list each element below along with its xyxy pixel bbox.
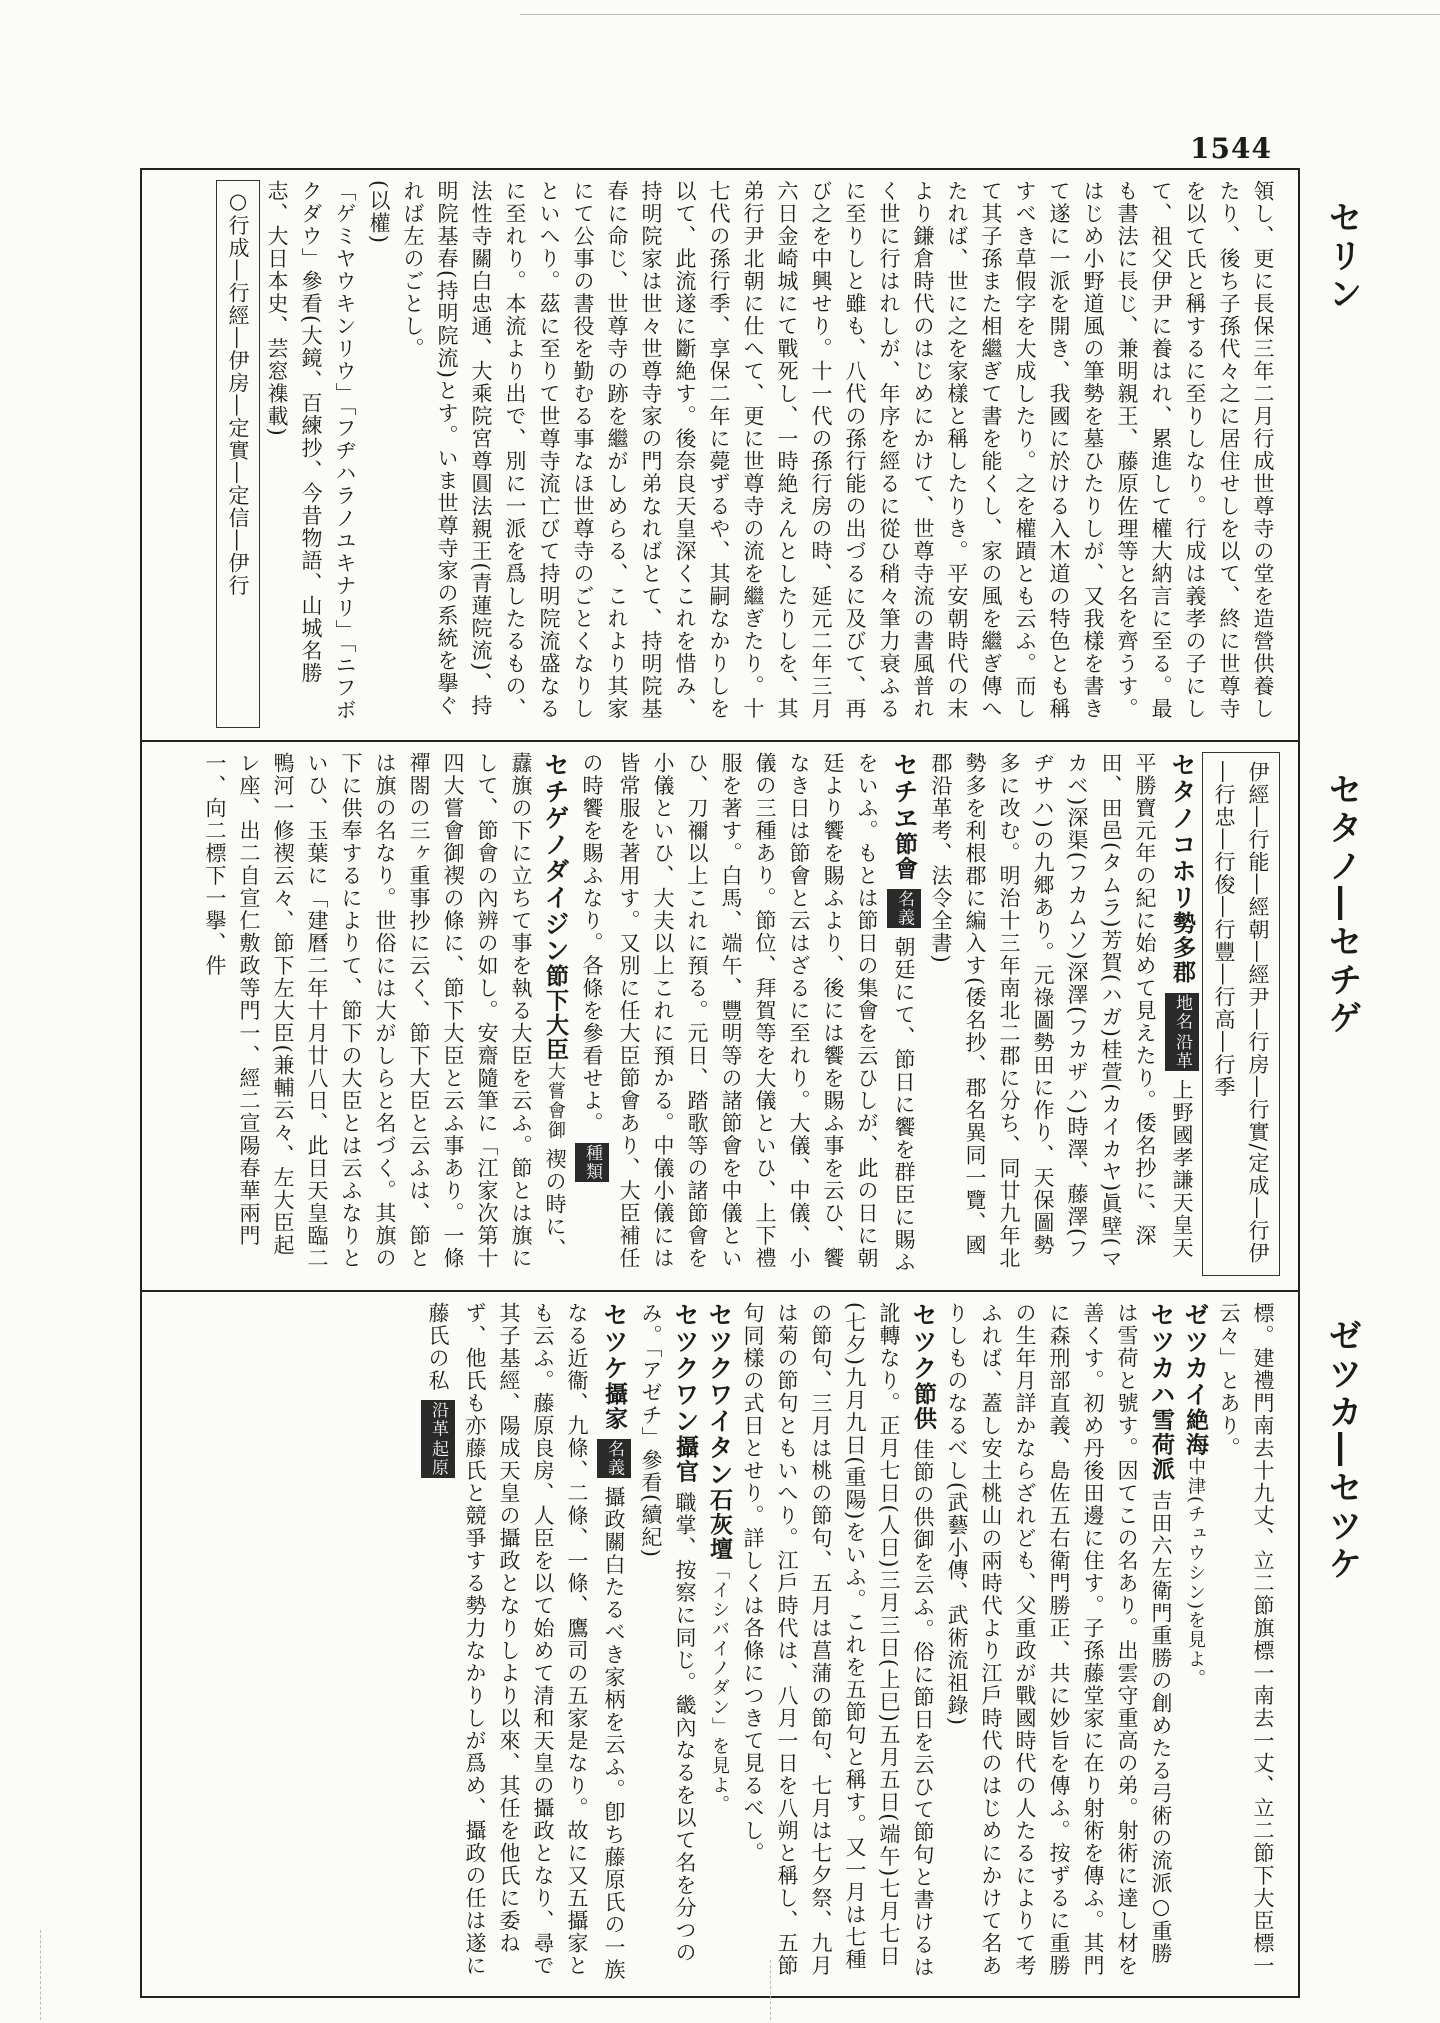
entry-setsukuwan (634, 1302, 702, 1986)
entry-setsukuwan-body: 職掌、按察に同じ。畿內なるを以て名を分つのみ。「アゼチ」參看(續紀) (639, 1302, 697, 1965)
tag-enkaku-2: 沿革 (421, 1400, 455, 1439)
entry-setsuku-kanji: 節供 (910, 1381, 937, 1431)
entry-setsukuwan-heading: セツクワン (671, 1302, 700, 1435)
entry-sechie (572, 752, 924, 1276)
bottom-intro: 標。建禮門南去十九丈、立二節旗標一南去一丈、立二節下大臣標一云々」とあり。 (1217, 1302, 1275, 1977)
running-heading-bottom: ゼツカ―セツケ (1322, 1318, 1362, 1584)
entry-setanokohori-heading: セタノコホリ (1168, 752, 1197, 911)
entry-setsuku-heading: セツク (909, 1302, 938, 1382)
entry-sechigenodaijin-body: 禊の時に、纛旗の下に立ちて事を執る大臣を云ふ。節とは旗にして、節會の內辨の如し。安齋隨筆に「江家次第十四大嘗會御禊の條に、節下大臣と云ふ事あり。一條禪閤の三ヶ重事抄に云く、節下大臣と云ふは、節とは旗の名なり。世俗には大がしらと名づく。其旗の下に供奉するによりて、節下の大臣とは云ふなりといひ、玉葉に「建曆二年十月廿八日、此日天皇臨二鴨河一修禊云々、節下左大臣(兼輔云々、左大臣起レ座、出二自宣仁敷政等門一、經二宣陽春華兩門一、向二標下一擧、件 (203, 752, 567, 1270)
entry-zetsukai-body: 中津(チュウシン)を見よ。 (1185, 1457, 1206, 1689)
top-reference-paragraph: 「ゲミヤウキンリウ」「フヂハラノユキナリ」「ニフボクダウ」參看(大鏡、百練抄、今昔物語、山城名勝志、大日本史、芸窓襍載) (265, 180, 357, 722)
entry-setsuke-body: 攝政關白たるべき家柄を云ふ。卽ち藤原氏の一族なる近衞、九條、二條、一條、鷹司の五家是なり。故に又五攝家とも云ふ。藤原良房、人臣を以て始めて清和天皇の攝政となり、尋で其子基經、陽成天皇の攝政となりしより以來、其任を他氏に委ねず、他氏も亦藤氏と競爭する勢力なかりしが爲め、攝政の任は遂に藤氏の私 (426, 1302, 626, 1981)
page-number: 1544 (1190, 132, 1272, 165)
entry-setsukuwan-kanji: 攝官 (672, 1434, 699, 1484)
entry-sechigenodaijin-lead: 大嘗會御 (545, 1062, 566, 1140)
top-annotation: (以權) (367, 180, 391, 245)
tag-meigi-2: 名義 (597, 1439, 631, 1478)
entry-setsukuwaitan-heading: セツクワイタン (705, 1302, 734, 1488)
entry-setsukaha-kanji: 雪荷派 (1148, 1408, 1175, 1482)
entry-zetsukai (1178, 1302, 1212, 1986)
middle-lineage-chart: 伊經―行能―經朝―經尹―行房―行實/定成―行伊―行忠―行俊―行豐―行高―行季 (1202, 752, 1280, 1276)
top-rule (520, 14, 1440, 15)
running-heading-top: セリン (1322, 200, 1362, 314)
top-lineage-chart: ○行成―行經―伊房―定實―定信―伊行 (216, 180, 260, 728)
entry-sechigenodaijin-heading: セチゲノダイジン (541, 752, 570, 964)
entry-sechigenodaijin (198, 752, 572, 1276)
scan-artifact-line (40, 1930, 42, 2020)
tag-chimei: 地名 (1165, 993, 1199, 1032)
section-middle (160, 752, 1280, 1276)
section-divider-bottom (140, 1290, 1300, 1292)
tag-enkaku: 沿革 (1165, 1032, 1199, 1071)
entry-setsuke-heading: セツケ (600, 1302, 629, 1382)
section-bottom (160, 1302, 1280, 1986)
section-divider-top (140, 740, 1300, 742)
entry-setsuku-body: 佳節の供御を云ふ。俗に節日を云ひて節句と書けるは訛轉なり。正月七日(人日)三月三日(上巳)五月五日(端午)七月七日(七夕)九月九日(重陽)をいふ。これを五節句と稱す。又一月は七種の節句、三月は桃の節句、五月は菖蒲の節句、七月は七夕祭、九月は菊の節句ともいへり。江戶時代は、八月一日を八朔と稱し、五節句同樣の式日とせり。詳しくは各條につきて見るべし。 (741, 1302, 935, 1979)
running-heading-middle: セタノ―セチゲ (1322, 772, 1362, 1038)
tag-kigen: 起原 (421, 1439, 455, 1478)
entry-zetsukai-heading: ゼツカイ (1181, 1302, 1210, 1408)
top-paragraph-main: 領し、更に長保三年二月行成世尊寺の堂を造營供養したり、後ち子孫代々之に居住せしを以て、終に世尊寺を以て氏と稱するに至りしなり。行成は義孝の子にして、祖父伊尹に養はれ、累進して權大納言に至る。最も書法に長じ、兼明親王、藤原佐理等と名を齊うす。はじめ小野道風の筆勢を墓ひたりしが、又我樣を書きて遂に一派を開き、我國に於ける入木道の特色とも稱すべき草假字を大成したり。之を權蹟とも云ふ。而して其子孫また相繼ぎて書を能くし、家の風を繼ぎ傳へたれば、世に之を家樣と稱したりき。平安朝時代の末より鎌倉時代のはじめにかけて、世尊寺流の書風普れく世に行はれしが、年序を經るに從ひ稍々筆力衰ふるに至りしと雖も、八代の孫行能の出づるに及びて、再び之を中興せり。十一代の孫行房の時、延元二年三月六日金崎城にて戰死し、一時絶えんとしたりしを、其弟行尹北朝に仕へて、更に世尊寺の流を繼ぎたり。十七代の孫行季、享保二年に薨ずるや、其嗣なかりしを以て、此流遂に斷絶す。後奈良天皇深くこれを惜み、持明院家は世々世尊寺家の門弟なればとて、持明院基春に命じ、世尊寺の跡を繼がしめらる、これより其家にて公事の書役を勤むる事なほ世尊寺のごとくなりしといへり。茲に至りて世尊寺流亡びて持明院流盛なるに至れり。本流より出で、別に一派を爲したるもの、法性寺關白忠通、大乘院宮尊圓法親王(青蓮院流)、持明院基春(持明院流)とす。いま世尊寺家の系統を擧ぐれば左のごとし。 (401, 180, 1275, 720)
entry-setsukuwaitan (702, 1302, 736, 1986)
entry-sechie-kanji: 節會 (891, 831, 918, 881)
entry-setsuke (418, 1302, 634, 1986)
entry-setanokohori-body: 上野國孝謙天皇天平勝寶元年の紀に始めて見えたり。倭名抄に、深田、田邑(タムラ)芳賀(ハガ)桂萱(カイカヤ)眞壁(マカベ)深渠(フカムソ)深澤(フカザハ)時澤、藤澤(フヂサハ)の九郷あり。元祿圖勢田に作り、天保圖勢多に改む。明治十三年南北二郡に分ち、同廿九年北勢多を利根郡に編入す(倭名抄、郡名異同一覽、國郡沿革考、法令全書) (929, 752, 1194, 1270)
entry-setsukaha-heading: セツカハ (1147, 1302, 1176, 1408)
entry-setanokohori (924, 752, 1202, 1276)
entry-sechie-heading: セチヱ (890, 752, 919, 832)
entry-setsukaha (940, 1302, 1178, 1986)
entry-zetsukai-kanji: 絶海 (1182, 1408, 1209, 1457)
entry-sechie-body: 朝廷にて、節日に饗を群臣に賜ふをいふ。もとは節日の集會を云ひしが、此の日に朝廷より饗を賜ふより、後には饗を賜ふ事を云ひ、饗なき日は節會と云はざるに至れり。大儀、中儀、小儀の三種あり。節位、拜賀等を大儀といひ、上下禮服を著す。白馬、端午、豐明等の諸節會を中儀といひ、刀禰以上これに預る。元日、踏歌等の諸節會を小儀といひ、大夫以上これに預かる。中儀小儀には皆常服を著用す。又別に任大臣節會あり、大臣補任の時饗を賜ふなり。各條を參看せよ。 (580, 752, 916, 1274)
entry-sechigenodaijin-kanji: 節下大臣 (542, 964, 569, 1062)
tag-shurui: 種類 (575, 1143, 609, 1182)
scan-artifact-line (770, 1960, 772, 2020)
entry-setsukuwaitan-kanji: 石灰壇 (706, 1487, 733, 1561)
entry-setsukuwaitan-body: 「イシバイノダン」を見よ。 (709, 1561, 730, 1815)
entry-setanokohori-kanji: 勢多郡 (1169, 911, 1196, 985)
tag-meigi: 名義 (887, 889, 921, 928)
entry-setsukaha-body: 吉田六左衛門重勝の創めたる弓術の流派○重勝は雪荷と號す。因てこの名あり。出雲守重高の弟。射術に達し材を善くす。初め丹後田邊に住す。子孫藤堂家に在り射術を傳ふ。其門に森刑部直義、島佐五右衛門勝正、共に妙旨を傳ふ。按ずるに重勝の生年月詳かならざれども、父重政が戰國時代の人たるによりて考ふれば、蓋し安土桃山の兩時代より江戶時代のはじめにかけて名ありしものなるべし(武藝小傳、武術流祖錄) (945, 1302, 1173, 1977)
entry-setsuku (736, 1302, 940, 1986)
entry-setsuke-kanji: 攝家 (601, 1381, 628, 1431)
section-top (160, 180, 1280, 728)
